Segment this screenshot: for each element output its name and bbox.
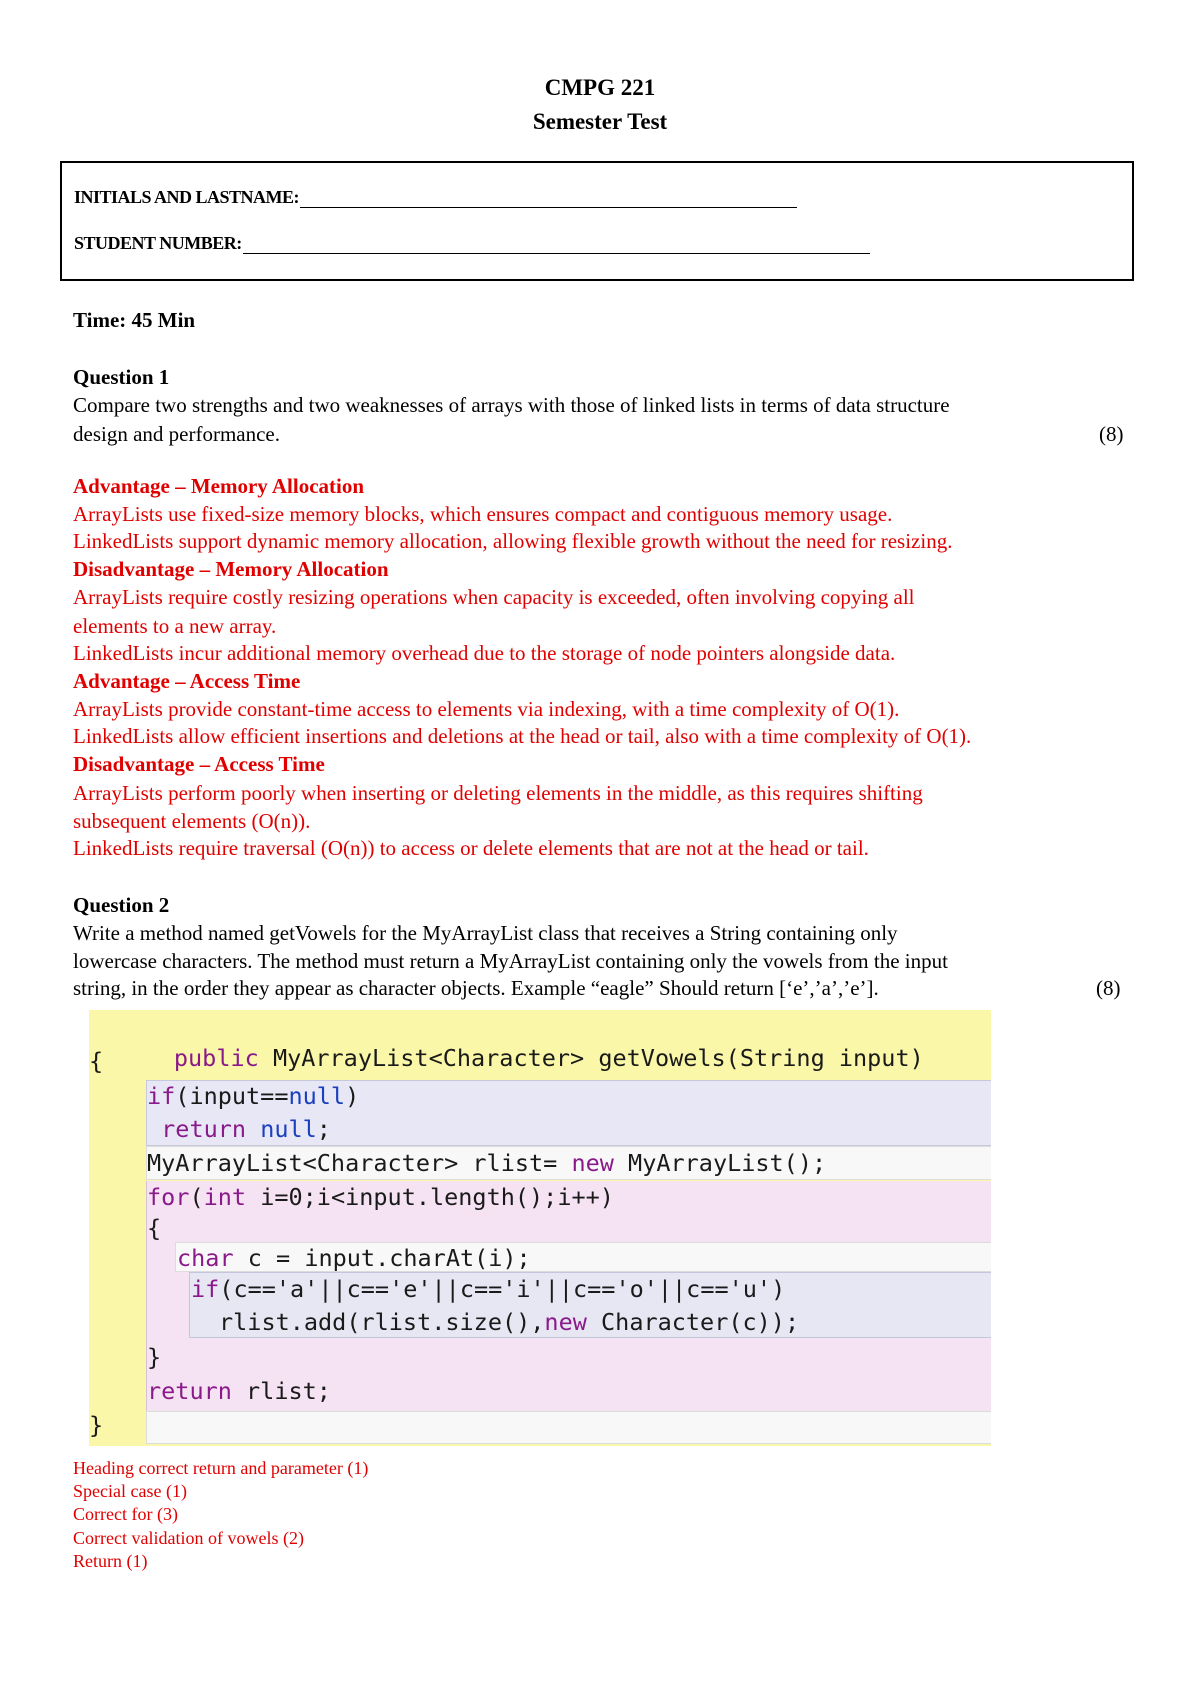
- answer-line: LinkedLists incur additional memory overhead due to the storage of node pointers alongside data.: [73, 641, 896, 665]
- name-field: [74, 187, 797, 208]
- code-line-add: rlist.add(rlist.size(),new Character(c));: [219, 1308, 800, 1336]
- code-line-return-null: return null;: [161, 1115, 331, 1143]
- question2-prompt-line1: Write a method named getVowels for the MyArrayList class that receives a String containing only: [73, 921, 898, 945]
- name-label: INITIALS AND LASTNAME:: [74, 187, 300, 207]
- memo-line: Return (1): [73, 1551, 148, 1571]
- question2-marks: (8): [1096, 976, 1121, 1000]
- test-title: Semester Test: [532, 109, 668, 134]
- code-line: }: [89, 1411, 104, 1439]
- answer-line: LinkedLists allow efficient insertions and deletions at the head or tail, also with a time complexity of O(1).: [73, 724, 972, 748]
- code-line-return: return rlist;: [147, 1377, 331, 1405]
- student-id-box: [60, 161, 1134, 281]
- keyword: public: [173, 1044, 259, 1072]
- code-line-if-null: if(input==null): [147, 1082, 360, 1110]
- student-number-label: STUDENT NUMBER:: [74, 233, 242, 253]
- answer-line: subsequent elements (O(n)).: [73, 809, 311, 833]
- name-blank-line: [300, 189, 797, 208]
- answer-heading-advantage-access: Advantage – Access Time: [73, 669, 301, 693]
- student-number-field: [74, 233, 870, 254]
- question2-prompt-line3: string, in the order they appear as character objects. Example “eagle” Should return [‘e’,’a’,’e’].: [73, 976, 879, 1000]
- code-line-if-vowel: if(c=='a'||c=='e'||c=='i'||c=='o'||c=='u'): [191, 1275, 786, 1303]
- code-line-for: for(int i=0;i<input.length();i++): [147, 1183, 614, 1211]
- memo-line: Correct for (3): [73, 1504, 178, 1524]
- return-band: [146, 1411, 991, 1444]
- answer-heading-advantage-memory: Advantage – Memory Allocation: [73, 474, 365, 498]
- question1-marks: (8): [1099, 422, 1124, 446]
- code-line-char: char c = input.charAt(i);: [177, 1244, 531, 1272]
- code-screenshot: [89, 1010, 991, 1446]
- question1-prompt-line1: Compare two strengths and two weaknesses of arrays with those of linked lists in terms of data structure: [73, 393, 950, 417]
- code-line: }: [147, 1343, 162, 1371]
- answer-line: ArrayLists use fixed-size memory blocks, which ensures compact and contiguous memory usage.: [73, 502, 893, 526]
- code-line: {: [89, 1047, 104, 1075]
- question1-prompt-line2: design and performance.: [73, 422, 280, 446]
- time-limit: Time: 45 Min: [73, 308, 196, 332]
- student-number-blank-line: [243, 235, 870, 254]
- answer-line: LinkedLists support dynamic memory allocation, allowing flexible growth without the need for resizing.: [73, 529, 953, 553]
- code-signature-rest: MyArrayList<Character> getVowels(String input): [272, 1044, 924, 1072]
- memo-line: Correct validation of vowels (2): [73, 1528, 304, 1548]
- question2-prompt-line2: lowercase characters. The method must return a MyArrayList containing only the vowels from the input: [73, 949, 948, 973]
- answer-line: LinkedLists require traversal (O(n)) to access or delete elements that are not at the head or tail.: [73, 836, 869, 860]
- question1-heading: Question 1: [73, 365, 170, 389]
- code-line-new-list: MyArrayList<Character> rlist= new MyArrayList();: [147, 1149, 827, 1177]
- memo-line: Heading correct return and parameter (1): [73, 1458, 369, 1478]
- question2-heading: Question 2: [73, 893, 170, 917]
- answer-line: elements to a new array.: [73, 614, 277, 638]
- answer-line: ArrayLists require costly resizing operations when capacity is exceeded, often involving copying all: [73, 585, 915, 609]
- answer-line: ArrayLists perform poorly when inserting or deleting elements in the middle, as this requires shifting: [73, 781, 923, 805]
- course-code: CMPG 221: [544, 75, 656, 100]
- answer-line: ArrayLists provide constant-time access to elements via indexing, with a time complexity of O(1).: [73, 697, 900, 721]
- memo-line: Special case (1): [73, 1481, 187, 1501]
- answer-heading-disadvantage-access: Disadvantage – Access Time: [73, 752, 325, 776]
- answer-heading-disadvantage-memory: Disadvantage – Memory Allocation: [73, 557, 389, 581]
- code-line: {: [147, 1214, 162, 1242]
